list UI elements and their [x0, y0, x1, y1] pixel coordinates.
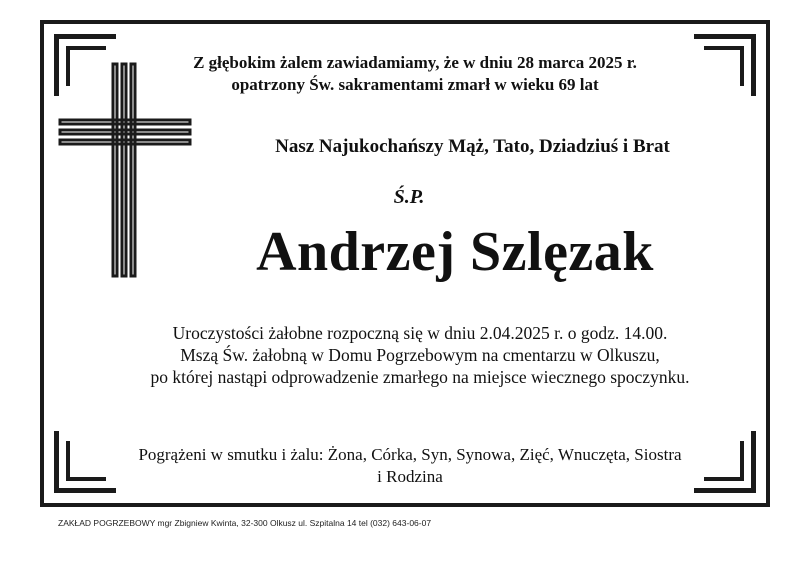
intro-text — [0, 52, 800, 96]
intro-line-1: Z głębokim żalem zawiadamiamy, że w dniu 28 marca 2025 r. — [193, 53, 637, 72]
honorific: Ś.P. — [393, 186, 425, 208]
mourners-list — [0, 444, 800, 488]
ceremony-details — [0, 322, 800, 388]
ceremony-line-2: Mszą Św. żałobną w Domu Pogrzebowym na cmentarzu w Olkuszu, — [180, 345, 660, 365]
ceremony-line-1: Uroczystości żałobne rozpoczną się w dniu 2.04.2025 r. o godz. 14.00. — [172, 323, 668, 343]
ceremony-line-3: po której nastąpi odprowadzenie zmarłego na miejsce wiecznego spoczynku. — [150, 367, 690, 387]
mourners-line-2: i Rodzina — [377, 467, 443, 486]
intro-line-2: opatrzony Św. sakramentami zmarł w wieku 69 lat — [231, 75, 599, 94]
mourners-line-1: Pogrążeni w smutku i żalu: Żona, Córka, Syn, Synowa, Zięć, Wnuczęta, Siostra — [138, 445, 682, 464]
deceased-name: Andrzej Szlęzak — [256, 221, 654, 283]
funeral-home-footer: ZAKŁAD POGRZEBOWY mgr Zbigniew Kwinta, 32-300 Olkusz ul. Szpitalna 14 tel (032) 643-06-07 — [58, 518, 432, 528]
family-title: Nasz Najukochańszy Mąż, Tato, Dziadziuś i Brat — [275, 136, 670, 157]
